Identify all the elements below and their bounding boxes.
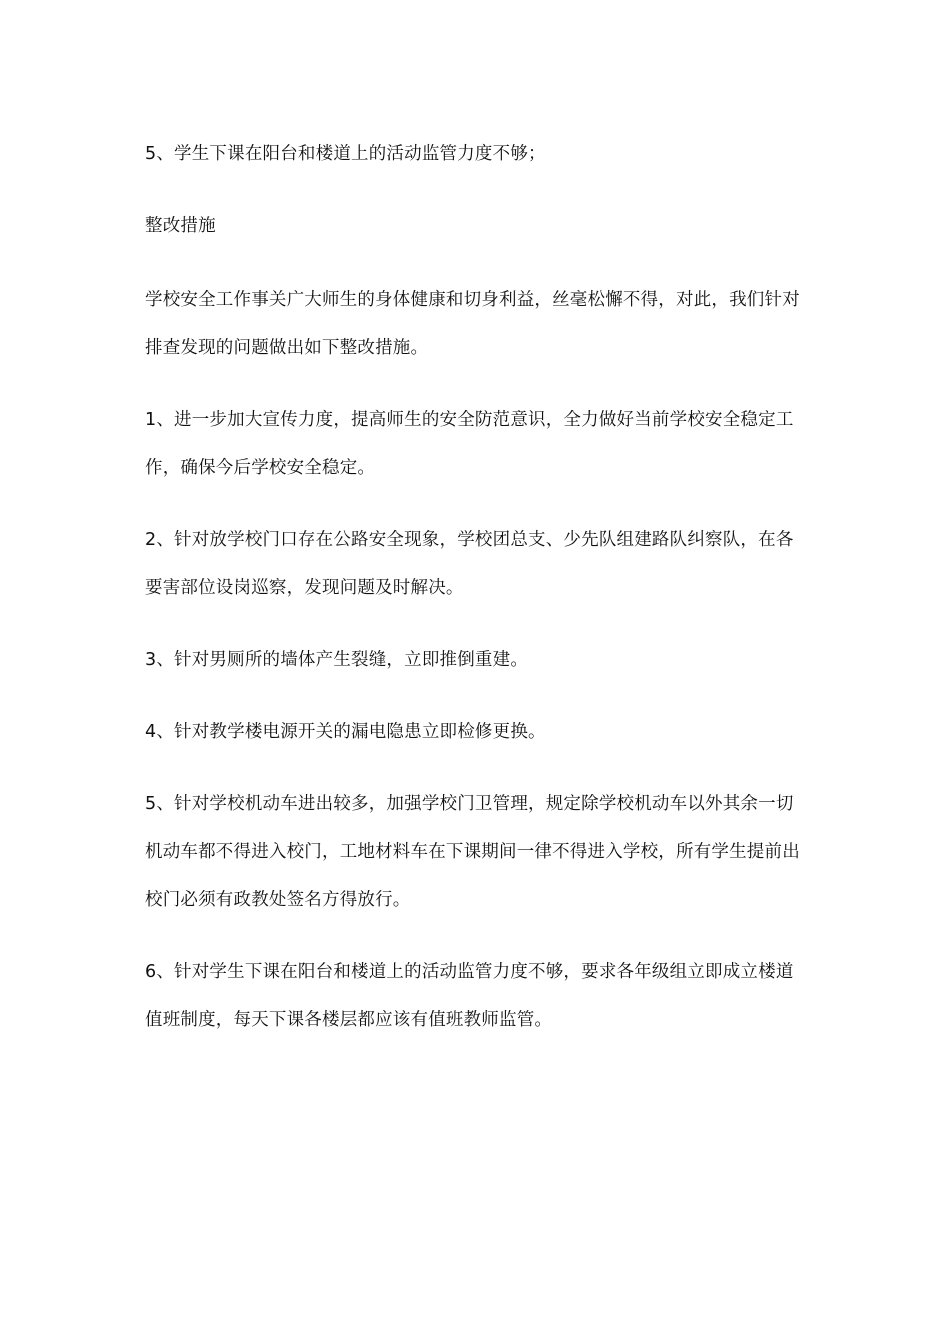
document-body — [145, 130, 810, 1044]
measure-item-5: 5、针对学校机动车进出较多，加强学校门卫管理，规定除学校机动车以外其余一切机动车都不得进入校门，工地材料车在下课期间一律不得进入学校，所有学生提前出校门必须有政教处签名方得放行。 — [145, 794, 800, 910]
measure-item-6: 6、针对学生下课在阳台和楼道上的活动监管力度不够，要求各年级组立即成立楼道值班制度，每天下课各楼层都应该有值班教师监管。 — [145, 962, 794, 1030]
measure-item-4: 4、针对教学楼电源开关的漏电隐患立即检修更换。 — [145, 722, 546, 742]
intro-paragraph: 学校安全工作事关广大师生的身体健康和切身利益，丝毫松懈不得，对此，我们针对排查发现的问题做出如下整改措施。 — [145, 290, 800, 358]
measure-item-2: 2、针对放学校门口存在公路安全现象，学校团总支、少先队组建路队纠察队，在各要害部位设岗巡察，发现问题及时解决。 — [145, 530, 794, 598]
measure-item-3: 3、针对男厕所的墙体产生裂缝，立即推倒重建。 — [145, 650, 529, 670]
section-heading-rectification-measures: 整改措施 — [145, 216, 216, 236]
measure-item-1: 1、进一步加大宣传力度，提高师生的安全防范意识，全力做好当前学校安全稳定工作，确保今后学校安全稳定。 — [145, 410, 794, 478]
previous-issue-item-5: 5、学生下课在阳台和楼道上的活动监管力度不够； — [145, 144, 546, 164]
